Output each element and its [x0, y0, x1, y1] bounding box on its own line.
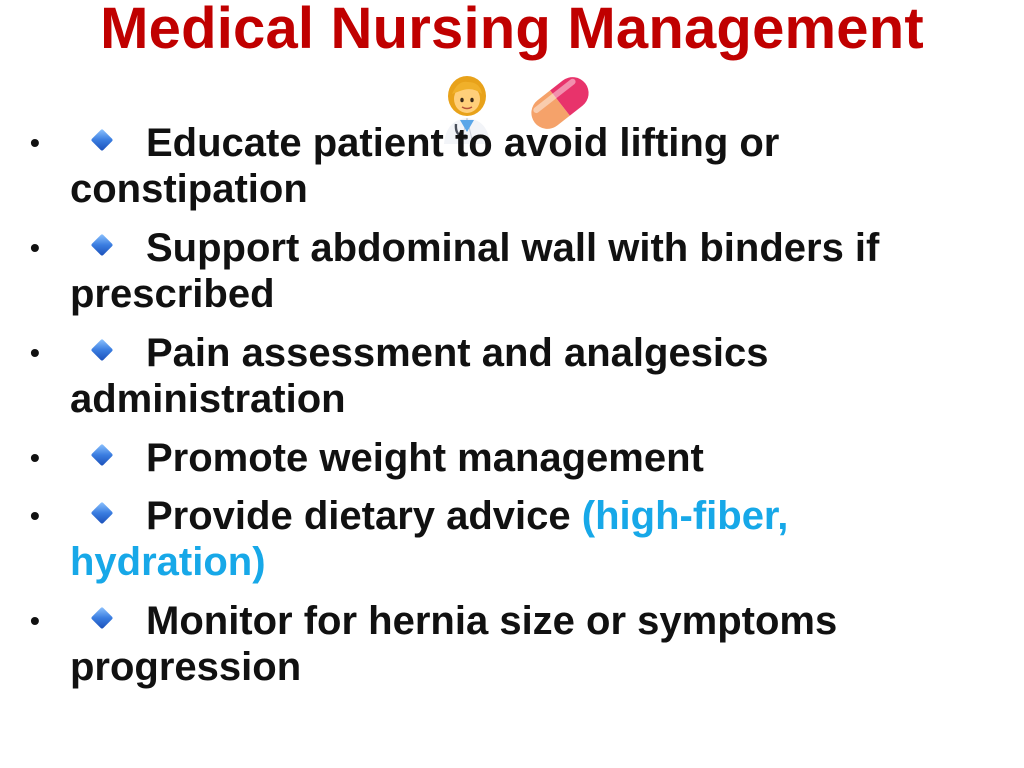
list-item-text: Educate patient to avoid lifting or constipation [70, 121, 780, 211]
list-item-text: Pain assessment and analgesics administration [70, 331, 769, 421]
list-item-text: Support abdominal wall with binders if prescribed [70, 226, 880, 316]
bullet-dot: • [30, 500, 40, 531]
list-item [30, 435, 990, 481]
bullet-dot: • [30, 127, 40, 158]
list-item [30, 120, 990, 212]
bullet-dot: • [30, 442, 40, 473]
list-item-text: Monitor for hernia size or symptoms progression [70, 599, 838, 689]
list-item [30, 225, 990, 317]
bullet-dot: • [30, 337, 40, 368]
bullet-dot: • [30, 605, 40, 636]
list-item [30, 493, 990, 585]
slide-title: Medical Nursing Management [100, 0, 924, 61]
list-item-text: Provide dietary advice (high-fiber, hydration) [70, 494, 789, 584]
accent-text: (high-fiber, hydration) [70, 494, 789, 584]
list-item-text: Promote weight management [146, 436, 704, 480]
bullet-dot: • [30, 232, 40, 263]
list-item [30, 598, 990, 690]
list-item [30, 330, 990, 422]
